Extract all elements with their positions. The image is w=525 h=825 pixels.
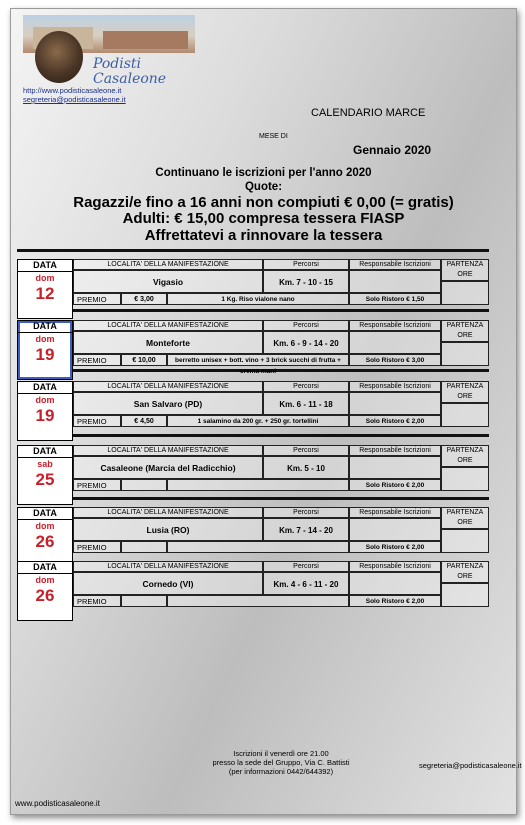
event-km: Km. 7 - 14 - 20 bbox=[263, 518, 349, 541]
premio-label: PREMIO bbox=[73, 415, 121, 427]
day-number: 12 bbox=[35, 284, 55, 303]
notice-line2: Quote: bbox=[244, 181, 283, 193]
event-row bbox=[17, 259, 489, 319]
responsabile-header: Responsabile Iscrizioni bbox=[349, 507, 441, 518]
date-label: DATA bbox=[18, 562, 72, 574]
weekday: dom bbox=[35, 575, 55, 585]
responsabile-cell bbox=[349, 572, 441, 595]
date-box bbox=[17, 561, 73, 621]
event-row bbox=[17, 561, 489, 621]
ristoro-price: Solo Ristoro € 2,00 bbox=[349, 541, 441, 553]
premio-label: PREMIO bbox=[73, 354, 121, 366]
premio-label: PREMIO bbox=[73, 293, 121, 305]
event-place: Lusia (RO) bbox=[73, 518, 263, 541]
lion-emblem-icon bbox=[35, 31, 83, 83]
day-number: 26 bbox=[35, 586, 55, 605]
percorsi-header: Percorsi bbox=[263, 320, 349, 331]
prize-description bbox=[167, 541, 349, 553]
partenza-header: PARTENZA ORE bbox=[441, 507, 489, 529]
notice-line1: Continuano le iscrizioni per l'anno 2020 bbox=[155, 167, 372, 179]
day-number: 26 bbox=[35, 532, 55, 551]
partenza-cell bbox=[441, 583, 489, 607]
prize-description bbox=[167, 479, 349, 491]
event-km: Km. 7 - 10 - 15 bbox=[263, 270, 349, 293]
ristoro-price: Solo Ristoro € 2,00 bbox=[349, 415, 441, 427]
partenza-header: PARTENZA ORE bbox=[441, 320, 489, 342]
notice-line3: Ragazzi/e fino a 16 anni non compiuti € 0,00 (= gratis) bbox=[73, 194, 454, 211]
responsabile-header: Responsabile Iscrizioni bbox=[349, 259, 441, 270]
prize-price: € 10,00 bbox=[121, 354, 167, 366]
partenza-header: PARTENZA ORE bbox=[441, 561, 489, 583]
prize-price: € 3,00 bbox=[121, 293, 167, 305]
event-place: Casaleone (Marcia del Radicchio) bbox=[73, 456, 263, 479]
event-place: San Salvaro (PD) bbox=[73, 392, 263, 415]
footer-website[interactable]: www.podisticasaleone.it bbox=[15, 799, 100, 808]
notice-line5: Affrettatevi a rinnovare la tessera bbox=[144, 227, 383, 244]
responsabile-header: Responsabile Iscrizioni bbox=[349, 561, 441, 572]
date-box bbox=[17, 320, 73, 380]
localita-header: LOCALITA' DELLA MANIFESTAZIONE bbox=[73, 507, 263, 518]
event-km: Km. 4 - 6 - 11 - 20 bbox=[263, 572, 349, 595]
website-url[interactable]: http://www.podisticasaleone.it bbox=[23, 86, 122, 95]
notice-line4: Adulti: € 15,00 compresa tessera FIASP bbox=[122, 210, 405, 227]
prize-description: 1 salamino da 200 gr. + 250 gr. tortellini bbox=[167, 415, 349, 427]
month-value: Gennaio 2020 bbox=[353, 143, 432, 157]
event-row bbox=[17, 320, 489, 380]
responsabile-cell bbox=[349, 392, 441, 415]
prize-description: berretto unisex + bott. vino + 3 brick succhi di frutta + crema mani bbox=[167, 354, 349, 366]
footer-info: Iscrizioni il venerdì ore 21.00 presso la sede del Gruppo, Via C. Battisti (per informazioni 0442/644392) bbox=[212, 749, 350, 776]
responsabile-cell bbox=[349, 331, 441, 354]
weekday: dom bbox=[35, 521, 55, 531]
event-km: Km. 6 - 11 - 18 bbox=[263, 392, 349, 415]
weekday: dom bbox=[35, 273, 55, 283]
percorsi-header: Percorsi bbox=[263, 445, 349, 456]
weekday: sab bbox=[37, 459, 53, 469]
date-box bbox=[17, 381, 73, 441]
club-logo bbox=[23, 15, 195, 97]
footer-email[interactable]: segreteria@podisticasaleone.it bbox=[419, 761, 522, 770]
date-label: DATA bbox=[18, 321, 72, 333]
weekday: dom bbox=[35, 395, 55, 405]
date-box bbox=[17, 445, 73, 505]
event-row bbox=[17, 507, 489, 567]
responsabile-cell bbox=[349, 456, 441, 479]
percorsi-header: Percorsi bbox=[263, 507, 349, 518]
email-link[interactable]: segreteria@podisticasaleone.it bbox=[23, 95, 126, 104]
event-place: Cornedo (VI) bbox=[73, 572, 263, 595]
event-row bbox=[17, 445, 489, 505]
page-title: CALENDARIO MARCE bbox=[311, 107, 426, 119]
calendar-sheet bbox=[10, 8, 522, 815]
day-number: 25 bbox=[35, 470, 55, 489]
percorsi-header: Percorsi bbox=[263, 561, 349, 572]
partenza-cell bbox=[441, 529, 489, 553]
date-label: DATA bbox=[18, 382, 72, 394]
localita-header: LOCALITA' DELLA MANIFESTAZIONE bbox=[73, 561, 263, 572]
prize-description: 1 Kg. Riso vialone nano bbox=[167, 293, 349, 305]
month-label: MESE DI bbox=[259, 133, 288, 140]
premio-label: PREMIO bbox=[73, 479, 121, 491]
date-box bbox=[17, 259, 73, 319]
prize-price bbox=[121, 541, 167, 553]
ristoro-price: Solo Ristoro € 1,50 bbox=[349, 293, 441, 305]
partenza-cell bbox=[441, 281, 489, 305]
partenza-cell bbox=[441, 342, 489, 366]
date-label: DATA bbox=[18, 260, 72, 272]
divider bbox=[17, 249, 489, 252]
ristoro-price: Solo Ristoro € 2,00 bbox=[349, 479, 441, 491]
responsabile-header: Responsabile Iscrizioni bbox=[349, 445, 441, 456]
date-label: DATA bbox=[18, 446, 72, 458]
responsabile-header: Responsabile Iscrizioni bbox=[349, 320, 441, 331]
prize-price: € 4,50 bbox=[121, 415, 167, 427]
partenza-cell bbox=[441, 403, 489, 427]
responsabile-cell bbox=[349, 270, 441, 293]
ristoro-price: Solo Ristoro € 3,00 bbox=[349, 354, 441, 366]
logo-text: Podisti Casaleone bbox=[93, 56, 167, 87]
responsabile-cell bbox=[349, 518, 441, 541]
prize-price bbox=[121, 479, 167, 491]
localita-header: LOCALITA' DELLA MANIFESTAZIONE bbox=[73, 259, 263, 270]
day-number: 19 bbox=[35, 345, 55, 364]
partenza-cell bbox=[441, 467, 489, 491]
localita-header: LOCALITA' DELLA MANIFESTAZIONE bbox=[73, 381, 263, 392]
event-row bbox=[17, 381, 489, 441]
localita-header: LOCALITA' DELLA MANIFESTAZIONE bbox=[73, 320, 263, 331]
event-place: Vigasio bbox=[73, 270, 263, 293]
event-km: Km. 5 - 10 bbox=[263, 456, 349, 479]
weekday: dom bbox=[35, 334, 55, 344]
prize-description bbox=[167, 595, 349, 607]
percorsi-header: Percorsi bbox=[263, 259, 349, 270]
prize-price bbox=[121, 595, 167, 607]
day-number: 19 bbox=[35, 406, 55, 425]
date-label: DATA bbox=[18, 508, 72, 520]
ristoro-price: Solo Ristoro € 2,00 bbox=[349, 595, 441, 607]
partenza-header: PARTENZA ORE bbox=[441, 259, 489, 281]
event-place: Monteforte bbox=[73, 331, 263, 354]
partenza-header: PARTENZA ORE bbox=[441, 445, 489, 467]
event-km: Km. 6 - 9 - 14 - 20 bbox=[263, 331, 349, 354]
date-box bbox=[17, 507, 73, 567]
partenza-header: PARTENZA ORE bbox=[441, 381, 489, 403]
percorsi-header: Percorsi bbox=[263, 381, 349, 392]
responsabile-header: Responsabile Iscrizioni bbox=[349, 381, 441, 392]
localita-header: LOCALITA' DELLA MANIFESTAZIONE bbox=[73, 445, 263, 456]
premio-label: PREMIO bbox=[73, 595, 121, 607]
premio-label: PREMIO bbox=[73, 541, 121, 553]
